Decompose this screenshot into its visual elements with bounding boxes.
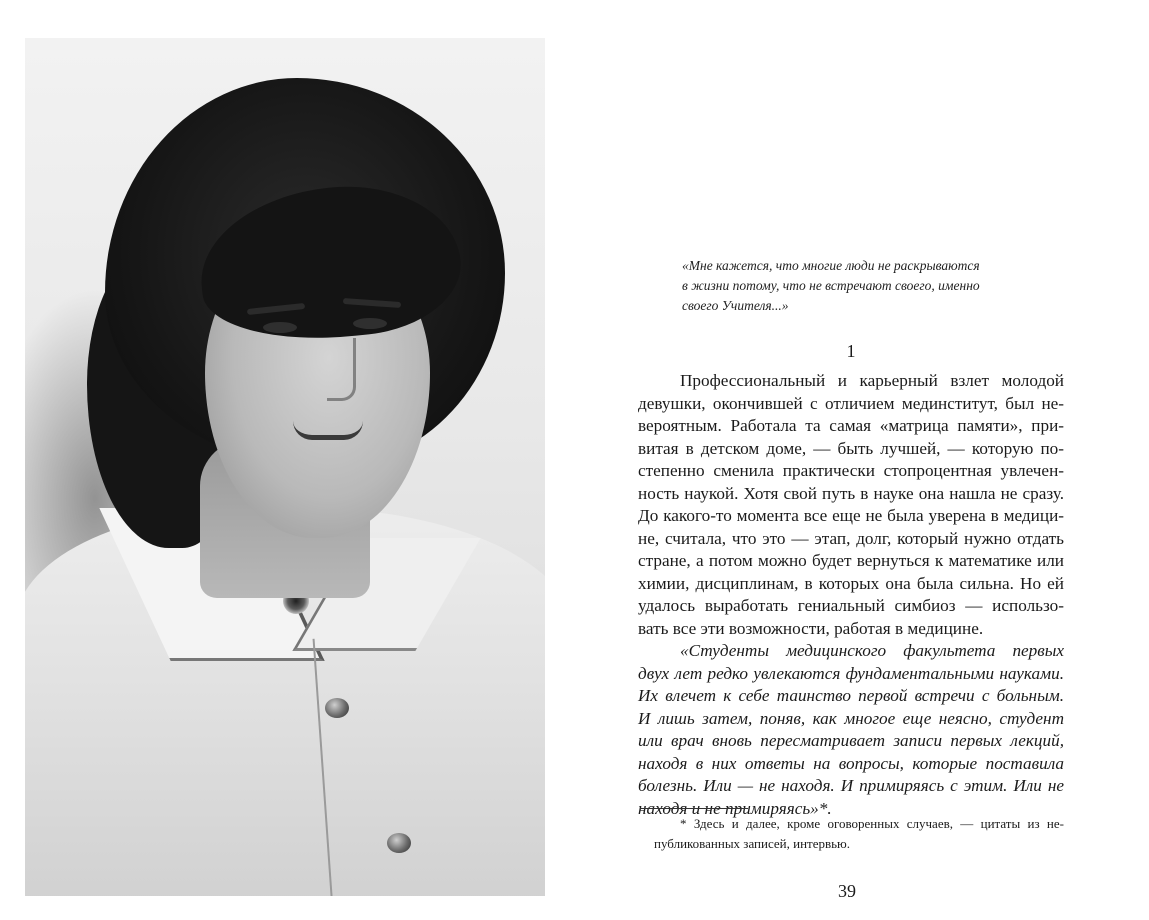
paragraph-line: вероятным. Работала та самая «матрица памяти», при- xyxy=(638,416,1064,435)
quote-line: находя в них ответы на вопросы, которые поставила xyxy=(638,753,1064,773)
quote-line: болезнь. Или — не находя. И примиряясь с этим. Или не xyxy=(638,776,1064,795)
photo-eye xyxy=(263,322,297,333)
portrait-photo xyxy=(25,38,545,896)
epigraph-line: своего Учителя...» xyxy=(682,298,789,313)
paragraph-line: До какого-то момента все еще не была уверена в медици- xyxy=(638,506,1064,525)
text-page xyxy=(640,0,1070,920)
paragraph-line: девушки, окончившей с отличием мединститут, был не- xyxy=(638,393,1064,413)
paragraph-line: Профессиональный и карьерный взлет молодой xyxy=(680,371,1064,390)
photo-nose xyxy=(327,338,356,401)
paragraph-line: стране, а потом можно будет вернуться к математике или xyxy=(638,551,1064,570)
paragraph-line: вать все эти возможности, работая в медицине. xyxy=(638,618,984,638)
footnote-line: * Здесь и далее, кроме оговоренных случаев, — цитаты из не- xyxy=(680,816,1064,831)
paragraph-line: химии, дисциплинам, в которых она была сильна. Но ей xyxy=(638,573,1064,593)
page-number: 39 xyxy=(838,881,856,901)
quote-line: или врач вновь пересматривает записи первых лекций, xyxy=(638,731,1064,750)
photo-jacket-button xyxy=(325,698,349,718)
photo-eye xyxy=(353,318,387,329)
epigraph-line: в жизни потому, что не встречают своего, именно xyxy=(682,278,980,293)
quote-line: Их влечет к себе таинство первой встречи с больным. xyxy=(638,686,1064,705)
paragraph-line: не, считала, что это — этап, долг, который нужно отдать xyxy=(638,528,1064,548)
chapter-number: 1 xyxy=(846,341,856,361)
quote-line: двух лет редко увлекаются фундаментальными науками. xyxy=(638,663,1064,683)
paragraph-line: удалось выработать гениальный симбиоз — использо- xyxy=(638,596,1064,615)
footnote-line: публикованных записей, интервью. xyxy=(654,836,851,851)
paragraph-line: степенно сменила практически стопроцентная увлечен- xyxy=(638,461,1064,480)
quote-line: находя и не примиряясь»*. xyxy=(638,798,832,818)
quote-line: И лишь затем, поняв, как многое еще неясно, студент xyxy=(638,708,1064,728)
quote-line: «Студенты медицинского факультета первых xyxy=(680,641,1064,660)
photo-jacket-button xyxy=(387,833,411,853)
photo-mouth xyxy=(293,421,363,440)
paragraph-line: ность наукой. Хотя свой путь в науке она нашла не сразу. xyxy=(638,483,1064,503)
paragraph-line: витая в детском доме, — быть лучшей, — которую по- xyxy=(638,438,1064,458)
epigraph-line: «Мне кажется, что многие люди не раскрываются xyxy=(682,258,980,273)
footnote xyxy=(640,814,1064,854)
epigraph xyxy=(682,256,1042,316)
footnote-divider xyxy=(640,808,748,809)
body-text xyxy=(638,370,1064,820)
